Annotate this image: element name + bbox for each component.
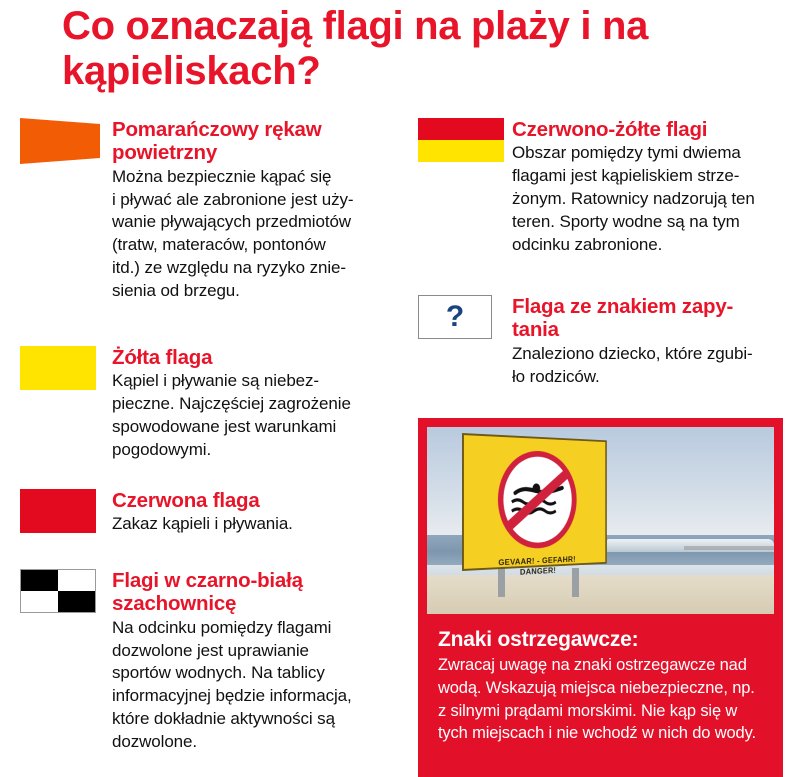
entry-body: [512, 343, 796, 389]
body-line: sienia od brzegu.: [112, 281, 240, 301]
heading-line: Flaga ze znakiem zapy-: [512, 295, 734, 318]
page-title: Co oznaczają flagi na plaży i na kąpieliskach?: [62, 4, 649, 93]
entry-text: [512, 295, 796, 388]
body-line: pieczne. Najczęściej zagrożenie: [112, 394, 351, 414]
entry-heading: [512, 295, 796, 342]
beach-warning-sign-photo: [427, 427, 774, 614]
pier-far: [684, 546, 774, 551]
flag-band-red: [418, 118, 504, 140]
entry-text: [112, 569, 384, 754]
entry-body: [112, 370, 384, 461]
body-line: ło rodziców.: [512, 366, 600, 386]
entry-heading: Czerwona flaga: [112, 489, 260, 512]
warning-caption-heading: Znaki ostrzegawcze:: [438, 628, 639, 651]
body-line: które dokładnie aktywności są: [112, 709, 335, 729]
warning-panel: [418, 418, 783, 777]
red-yellow-flag-icon: [418, 118, 504, 162]
icon-slot: [418, 118, 494, 162]
question-mark-flag-icon: [418, 295, 492, 339]
black-white-checkered-flag-icon: [20, 569, 96, 613]
entry-heading: Pomarańczowy rękaw powietrzny: [112, 118, 322, 165]
entry-text: [112, 489, 384, 536]
body-line: i pływać ale zabronione jest uży-: [112, 189, 354, 209]
body-line: itd.) ze względu na ryzyko znie-: [112, 258, 346, 278]
checker-cell: [21, 591, 58, 612]
entry-text: [112, 346, 384, 462]
warning-caption-body: [438, 654, 768, 745]
caption-line: wodą. Wskazują miejsca niebezpieczne, np.: [438, 678, 755, 697]
caption-line: z silnymi prądami morskimi. Nie kąp się w: [438, 701, 738, 720]
body-line: odcinku zabronione.: [512, 234, 663, 254]
entry-body: [512, 142, 796, 256]
entry-text: [512, 118, 796, 257]
yellow-flag-icon: [20, 346, 96, 390]
entry-heading: Żółta flaga: [112, 346, 213, 369]
body-line: sportów wodnych. Na tablicy: [112, 663, 325, 683]
body-line: dozwolone.: [112, 732, 198, 752]
body-line: Kąpiel i pływanie są niebez-: [112, 371, 319, 391]
icon-slot: [20, 569, 96, 613]
checker-cell: [58, 591, 95, 612]
body-line: Zakaz kąpieli i pływania.: [112, 514, 293, 534]
flag-band-yellow: [418, 140, 504, 162]
sign-text: [468, 553, 600, 581]
no-swimming-icon: [497, 449, 576, 549]
body-line: spowodowane jest warunkami: [112, 417, 337, 437]
checker-cell: [21, 570, 58, 591]
sign-text-line: DANGER!: [519, 565, 556, 577]
sign-text-line: GEVAAR! - GEFAHR!: [498, 553, 576, 567]
body-line: Obszar pomiędzy tymi dwiema: [512, 143, 741, 163]
icon-slot: [20, 346, 96, 390]
heading-line: tania: [512, 318, 559, 342]
entry-body: [112, 513, 384, 536]
body-line: Na odcinku pomiędzy flagami: [112, 617, 332, 637]
body-line: żonym. Ratownicy nadzorują ten: [512, 189, 755, 209]
left-column: [0, 112, 400, 777]
body-line: dozwolone jest uprawianie: [112, 640, 309, 660]
caption-line: tych miejscach i nie wchodź w nich do wody.: [438, 724, 756, 743]
body-line: informacyjnej będzie informacja,: [112, 686, 352, 706]
orange-windsock-flag-icon: [20, 118, 100, 164]
icon-slot: [20, 489, 96, 533]
icon-slot: [20, 118, 96, 164]
body-line: (tratw, materaców, pontonów: [112, 235, 326, 255]
entry-text: [112, 118, 384, 303]
body-line: teren. Sporty wodne są na tym: [512, 211, 740, 231]
entry-body: [112, 617, 384, 754]
icon-slot: [418, 295, 494, 339]
body-line: Można bezpiecznie kąpać się: [112, 166, 332, 186]
entry-body: [112, 166, 384, 303]
warning-sign: [462, 433, 629, 598]
entry-heading: Flagi w czarno-białą szachownicę: [112, 569, 303, 616]
body-line: Znaleziono dziecko, które zgubi-: [512, 343, 753, 363]
body-line: wanie pływających przedmiotów: [112, 212, 351, 232]
body-line: flagami jest kąpieliskiem strze-: [512, 166, 740, 186]
warning-caption: [438, 628, 768, 745]
caption-line: Zwracaj uwagę na znaki ostrzegawcze nad: [438, 656, 747, 674]
sign-board: [462, 433, 606, 577]
entry-heading: Czerwono-żółte flagi: [512, 118, 708, 141]
question-mark-glyph: ?: [445, 300, 465, 333]
body-line: pogodowymi.: [112, 439, 212, 459]
checker-cell: [58, 570, 95, 591]
red-flag-icon: [20, 489, 96, 533]
